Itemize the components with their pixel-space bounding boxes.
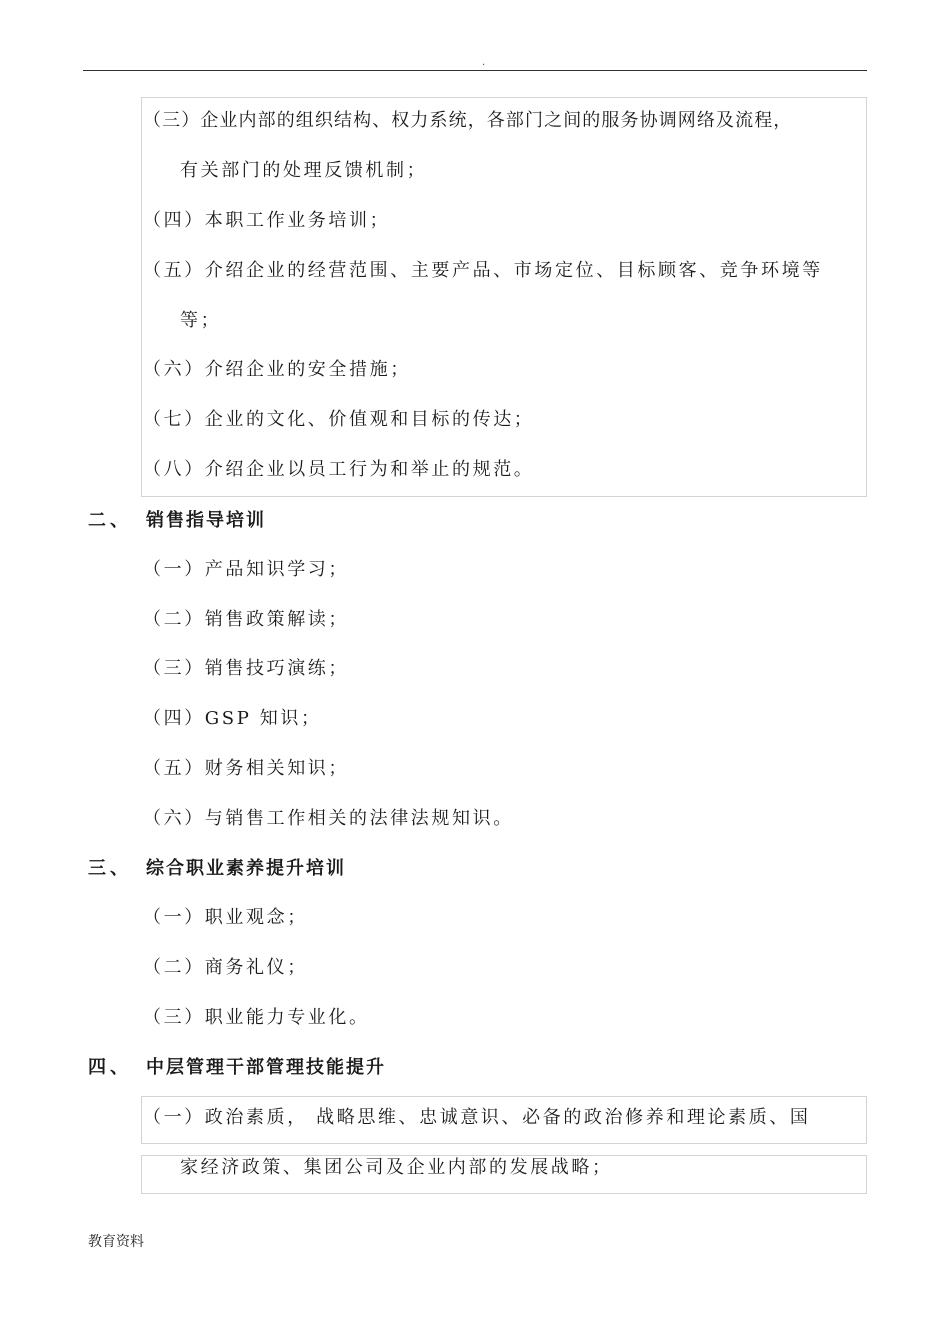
- section-number: 二、: [88, 510, 132, 531]
- section-number: 四、: [88, 1057, 132, 1078]
- list-item: （一）职业观念；: [143, 907, 308, 928]
- page-footer: 教育资料: [88, 1234, 144, 1250]
- list-item: （八）介绍企业以员工行为和举止的规范。: [143, 459, 535, 480]
- section-heading: [88, 509, 266, 533]
- section-heading: [88, 857, 346, 881]
- list-item: （三）企业内部的组织结构、权力系统，各部门之间的服务协调网络及流程，: [143, 110, 793, 131]
- list-item-continuation: 家经济政策、集团公司及企业内部的发展战略；: [180, 1157, 613, 1178]
- list-item: （一）产品知识学习；: [143, 559, 349, 580]
- list-item: （七）企业的文化、价值观和目标的传达；: [143, 409, 535, 430]
- section-heading: [88, 1056, 386, 1080]
- section-title: 综合职业素养提升培训: [146, 858, 346, 879]
- list-item: （五）介绍企业的经营范围、主要产品、市场定位、目标顾客、竞争环境等: [143, 260, 823, 281]
- section1-box: [141, 97, 867, 497]
- section-title: 中层管理干部管理技能提升: [146, 1057, 386, 1078]
- list-item: （二）销售政策解读；: [143, 609, 349, 630]
- list-item: （六）介绍企业的安全措施；: [143, 359, 411, 380]
- list-item: （一）政治素质， 战略思维、忠诚意识、必备的政治修养和理论素质、国: [143, 1107, 811, 1128]
- list-item: （三）职业能力专业化。: [143, 1007, 370, 1028]
- list-item: （五）财务相关知识；: [143, 758, 349, 779]
- section-title: 销售指导培训: [146, 510, 266, 531]
- list-item: （六）与销售工作相关的法律法规知识。: [143, 808, 514, 829]
- section-number: 三、: [88, 858, 132, 879]
- list-item: （二）商务礼仪；: [143, 957, 308, 978]
- header-rule: [83, 70, 867, 71]
- list-item: （三）销售技巧演练；: [143, 658, 349, 679]
- list-item: （四）本职工作业务培训；: [143, 210, 391, 231]
- header-mark: .: [482, 57, 486, 68]
- list-item: （四）GSP 知识；: [143, 708, 322, 729]
- list-item-continuation: 等；: [180, 310, 222, 331]
- list-item-continuation: 有关部门的处理反馈机制；: [180, 160, 428, 181]
